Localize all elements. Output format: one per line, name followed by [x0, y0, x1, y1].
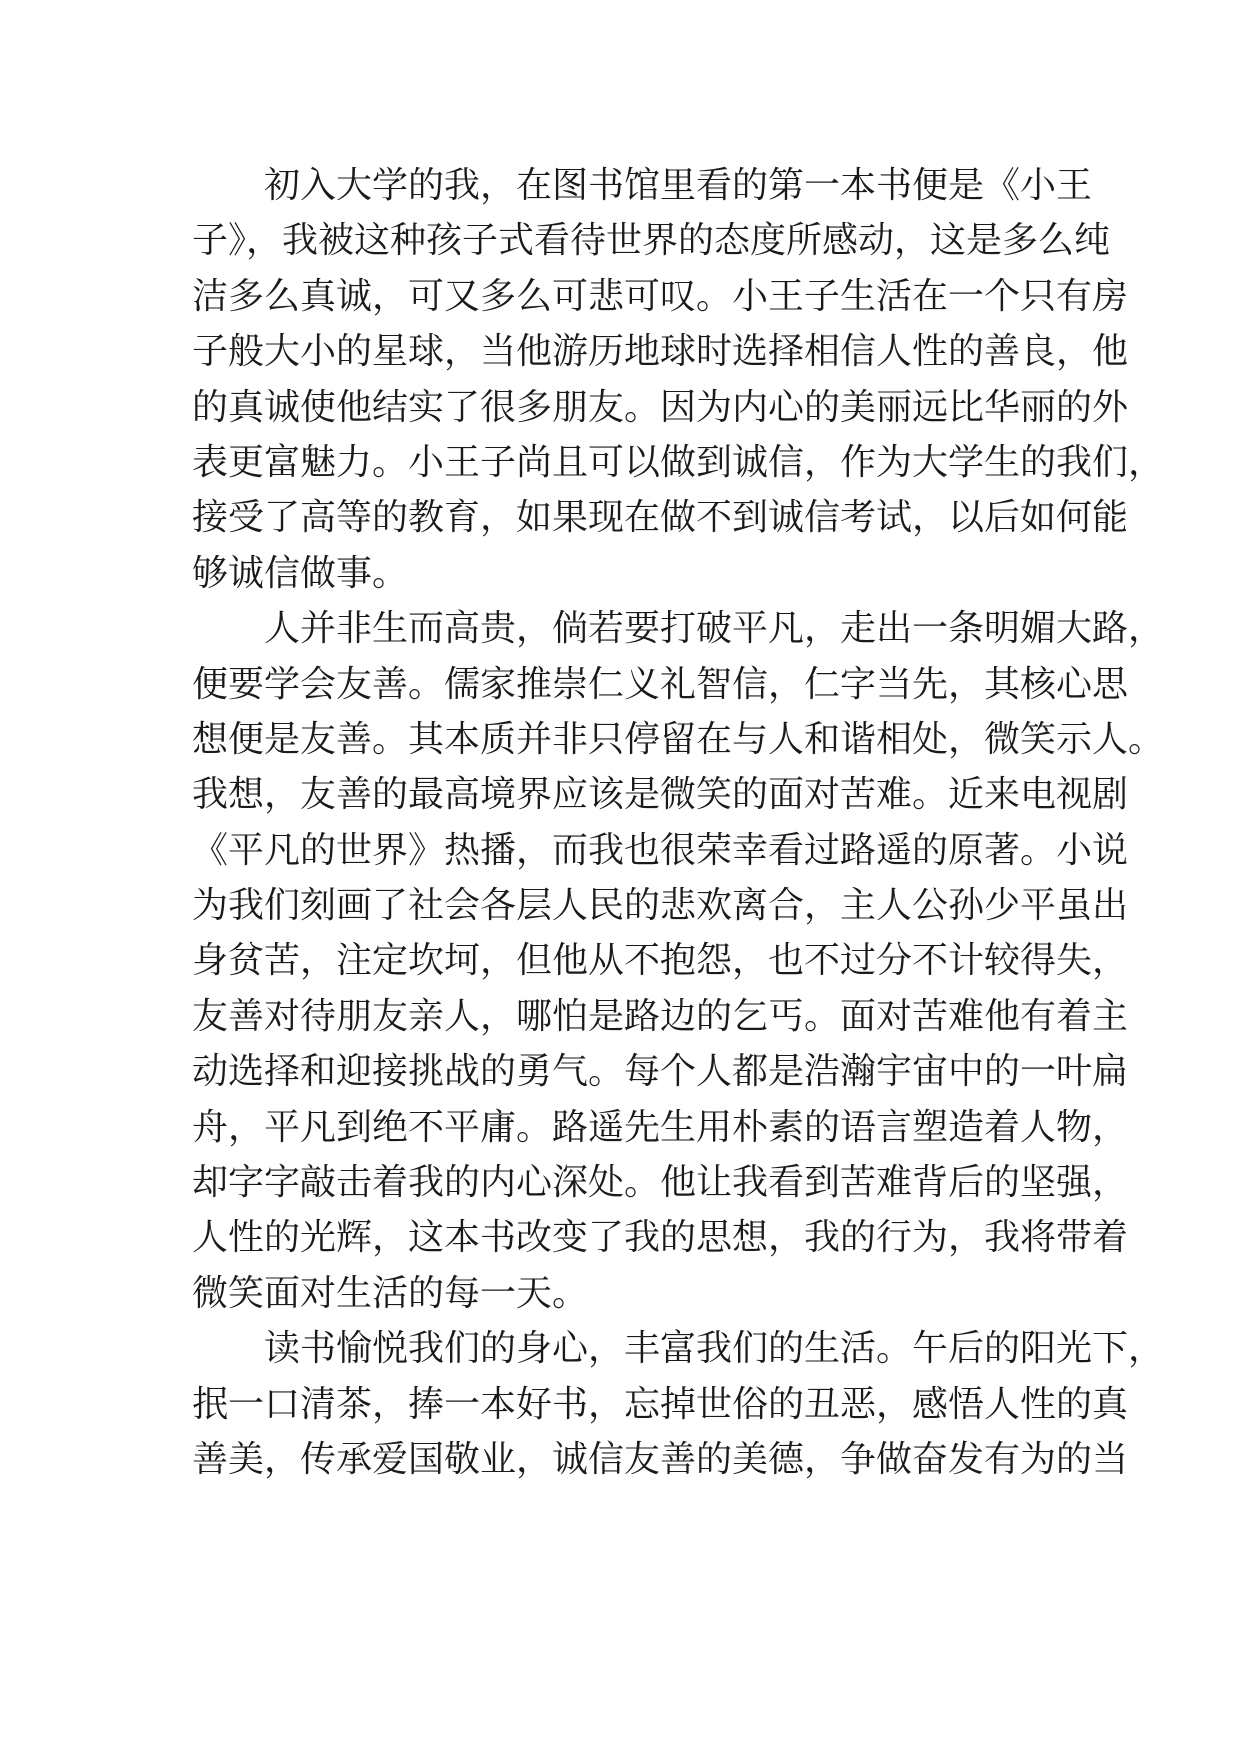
- text-line: 抿一口清茶，捧一本好书，忘掉世俗的丑恶，感悟人性的真: [192, 1383, 1129, 1425]
- text-line: 动选择和迎接挑战的勇气。每个人都是浩瀚宇宙中的一叶扁: [192, 1051, 1129, 1093]
- text-line: 人并非生而高贵，倘若要打破平凡，走出一条明媚大路，: [264, 608, 1165, 650]
- text-line: 我想，友善的最高境界应该是微笑的面对苦难。近来电视剧: [192, 774, 1129, 816]
- text-line: 却字字敲击着我的内心深处。他让我看到苦难背后的坚强，: [192, 1162, 1129, 1204]
- text-line: 便要学会友善。儒家推崇仁义礼智信，仁字当先，其核心思: [192, 663, 1129, 705]
- text-line: 友善对待朋友亲人，哪怕是路边的乞丐。面对苦难他有着主: [192, 995, 1129, 1037]
- text-line: 洁多么真诚，可又多么可悲可叹。小王子生活在一个只有房: [192, 275, 1129, 317]
- text-line: 身贫苦，注定坎坷，但他从不抱怨，也不过分不计较得失，: [192, 940, 1129, 982]
- text-line: 表更富魅力。小王子尚且可以做到诚信，作为大学生的我们，: [192, 441, 1165, 483]
- text-line: 子般大小的星球，当他游历地球时选择相信人性的善良，他: [192, 331, 1129, 373]
- text-line: 舟，平凡到绝不平庸。路遥先生用朴素的语言塑造着人物，: [192, 1106, 1129, 1148]
- text-line: 《平凡的世界》热播，而我也很荣幸看过路遥的原著。小说: [192, 829, 1129, 871]
- essay-body: [192, 158, 1165, 1487]
- text-line: 为我们刻画了社会各层人民的悲欢离合，主人公孙少平虽出: [192, 885, 1129, 927]
- paragraph: [192, 158, 1165, 601]
- text-line: 善美，传承爱国敬业，诚信友善的美德，争做奋发有为的当: [192, 1438, 1129, 1480]
- text-line: 读书愉悦我们的身心，丰富我们的生活。午后的阳光下，: [264, 1328, 1165, 1370]
- text-line: 微笑面对生活的每一天。: [192, 1272, 589, 1314]
- paragraph: [192, 601, 1165, 1321]
- text-line: 够诚信做事。: [192, 552, 409, 594]
- text-line: 初入大学的我，在图书馆里看的第一本书便是《小王: [264, 165, 1093, 206]
- text-line: 想便是友善。其本质并非只停留在与人和谐相处，微笑示人。: [192, 718, 1165, 760]
- text-line: 的真诚使他结实了很多朋友。因为内心的美丽远比华丽的外: [192, 386, 1129, 428]
- text-line: 子》，我被这种孩子式看待世界的态度所感动，这是多么纯: [192, 220, 1111, 262]
- paragraph: [192, 1321, 1165, 1487]
- text-line: 人性的光辉，这本书改变了我的思想，我的行为，我将带着: [192, 1217, 1129, 1259]
- text-line: 接受了高等的教育，如果现在做不到诚信考试，以后如何能: [192, 497, 1129, 539]
